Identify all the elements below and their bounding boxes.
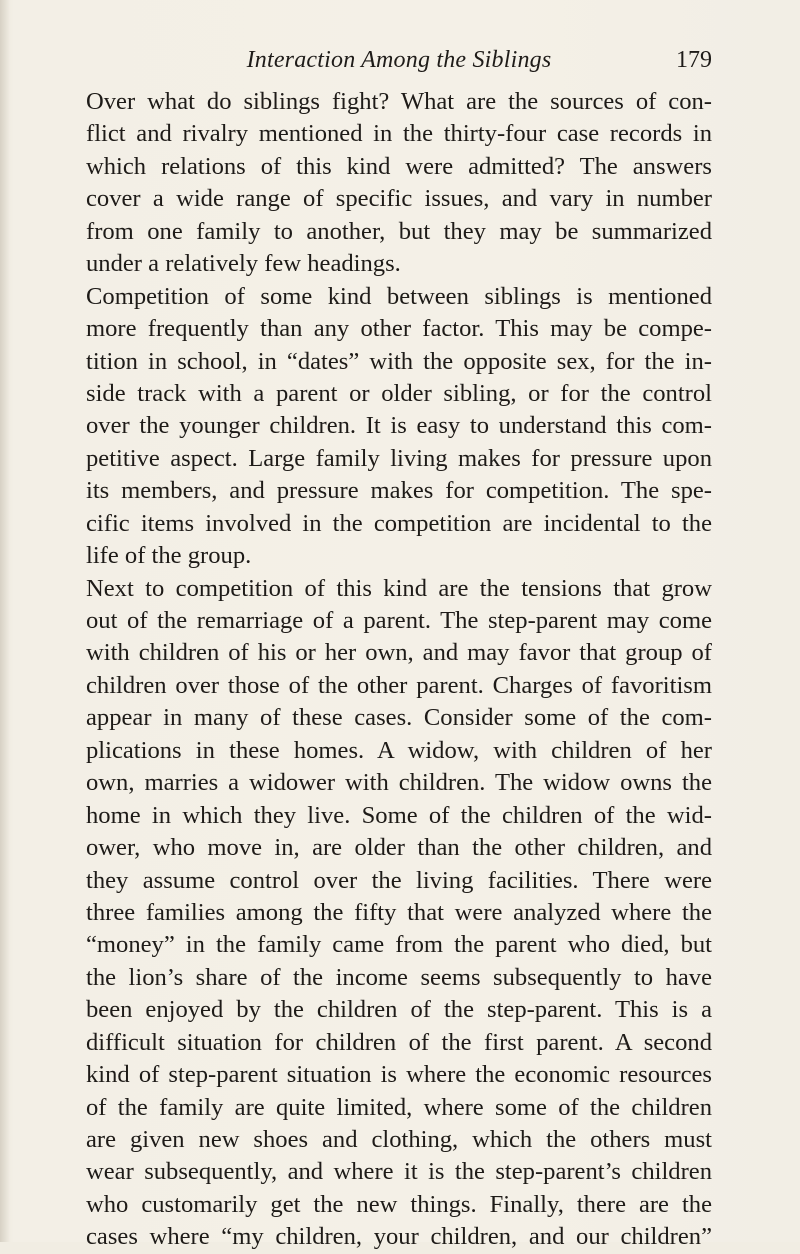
text-line: over the younger children. It is easy to understand this com- — [86, 412, 712, 440]
page-gutter-shadow — [0, 0, 10, 1242]
text-line: “money” in the family came from the parent who died, but — [86, 931, 712, 959]
text-line: appear in many of these cases. Consider some of the com- — [86, 704, 712, 732]
text-line: side track with a parent or older sibling, or for the control — [86, 379, 712, 407]
text-line: wear subsequently, and where it is the step-parent’s children — [86, 1158, 712, 1186]
text-line: under a relatively few headings. — [86, 250, 401, 278]
text-line: which relations of this kind were admitted? The answers — [86, 152, 712, 180]
text-line: Next to competition of this kind are the tensions that grow — [86, 574, 712, 602]
text-line: kind of step-parent situation is where the economic resources — [86, 1061, 712, 1089]
running-title: Interaction Among the Siblings — [246, 47, 552, 73]
text-line: children over those of the other parent. Charges of favoritism — [86, 671, 712, 699]
text-line: plications in these homes. A widow, with children of her — [86, 736, 712, 764]
text-line: out of the remarriage of a parent. The step-parent may come — [86, 607, 712, 634]
text-line: Competition of some kind between siblings is mentioned — [86, 282, 712, 310]
text-line: flict and rivalry mentioned in the thirty-four case records in — [86, 120, 712, 148]
text-line: petitive aspect. Large family living makes for pressure upon — [86, 444, 712, 472]
text-line: life of the group. — [86, 542, 252, 570]
text-line: tition in school, in “dates” with the opposite sex, for the in- — [86, 347, 712, 375]
text-line: with children of his or her own, and may favor that group of — [86, 639, 712, 667]
text-line: ower, who move in, are older than the other children, and — [86, 834, 712, 862]
body-text — [86, 86, 712, 1254]
text-line: cover a wide range of specific issues, and vary in number — [86, 185, 712, 213]
text-line: the lion’s share of the income seems subsequently to have — [86, 963, 712, 991]
text-line: more frequently than any other factor. This may be compe- — [86, 315, 712, 343]
text-line: cases where “my children, your children, and our children” — [86, 1223, 712, 1251]
text-line: difficult situation for children of the first parent. A second — [86, 1028, 712, 1056]
text-line: of the family are quite limited, where some of the children — [86, 1093, 712, 1121]
running-head — [86, 47, 712, 87]
text-line: its members, and pressure makes for competition. The spe- — [86, 477, 712, 505]
text-line: who customarily get the new things. Finally, there are the — [86, 1190, 712, 1218]
text-line: cific items involved in the competition are incidental to the — [86, 509, 712, 537]
text-line: been enjoyed by the children of the step-parent. This is a — [86, 996, 712, 1024]
text-line: home in which they live. Some of the children of the wid- — [86, 801, 712, 829]
text-line: they assume control over the living facilities. There were — [86, 866, 712, 894]
text-line: from one family to another, but they may be summarized — [86, 217, 712, 245]
text-line: Over what do siblings fight? What are the sources of con- — [86, 88, 712, 115]
page-number: 179 — [676, 47, 712, 73]
text-line: own, marries a widower with children. The widow owns the — [86, 769, 712, 797]
text-line: are given new shoes and clothing, which the others must — [86, 1126, 712, 1153]
text-line: three families among the fifty that were analyzed where the — [86, 898, 712, 926]
